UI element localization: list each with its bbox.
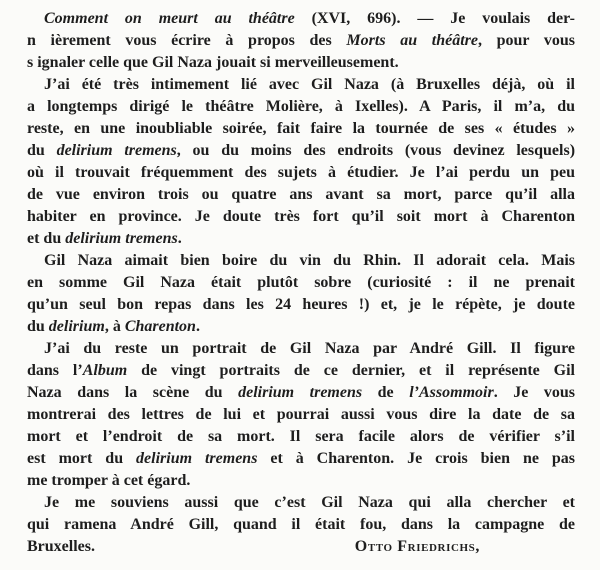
italic-text-run: Album <box>82 362 128 379</box>
text-line <box>27 536 575 558</box>
italic-text-run: delirium tremens <box>65 230 178 247</box>
text-run: de <box>362 384 410 401</box>
text-line <box>27 514 575 536</box>
text-run: Bruxelles. <box>27 538 95 555</box>
text-line <box>27 206 575 228</box>
text-run: de vue environ trois ou quatre ans avant sa mort, parce qu’il alla <box>27 186 575 203</box>
text-line <box>27 272 575 294</box>
italic-text-run: delirium tremens <box>238 384 363 401</box>
text-run: de vingt portraits de ce dernier, et il représente Gil <box>127 362 575 379</box>
text-line <box>27 140 575 162</box>
text-run: a longtemps dirigé le théâtre Molière, à Ixelles). A Paris, il m’a, du <box>27 98 575 115</box>
text-run: , à <box>104 318 125 335</box>
text-line <box>27 404 575 426</box>
text-line <box>27 250 575 272</box>
text-run: du <box>27 318 49 335</box>
text-run: en somme Gil Naza était plutôt sobre (curiosité : il ne prenait <box>27 274 575 291</box>
text-run: et à Charenton. Je crois bien ne pas <box>257 450 575 467</box>
text-run: , pour vous <box>477 32 575 49</box>
text-run: qu’un seul bon repas dans les 24 heures !) et, je le répète, je doute <box>27 296 575 313</box>
text-run: . <box>177 230 182 247</box>
italic-text-run: Charenton <box>124 318 196 335</box>
text-line <box>27 184 575 206</box>
text-line <box>27 162 575 184</box>
text-run: montrerai des lettres de lui et pourrai aussi vous dire la date de sa <box>27 406 575 423</box>
text-block <box>27 8 575 558</box>
text-run: J’ai été très intimement lié avec Gil Naza (à Bruxelles déjà, où il <box>44 76 575 93</box>
text-line <box>27 52 575 74</box>
text-line <box>27 74 575 96</box>
text-line <box>27 294 575 316</box>
italic-text-run: Morts au théâtre <box>346 32 478 49</box>
text-run: Naza dans la scène du <box>27 384 239 401</box>
text-line <box>27 228 575 250</box>
text-run: dans l’ <box>27 362 83 379</box>
text-run: J’ai du reste un portrait de Gil Naza par André Gill. Il figure <box>44 340 575 357</box>
text-run: où il trouvait fréquemment des sujets à étudier. Je l’ai perdu un peu <box>27 164 575 181</box>
text-line <box>27 30 575 52</box>
text-run: et du <box>27 230 66 247</box>
italic-text-run: l’Assommoir <box>409 384 494 401</box>
text-run: me tromper à cet égard. <box>27 472 191 489</box>
text-run: habiter en province. Je doute très fort qu’il soit mort à Charenton <box>27 208 575 225</box>
text-run: mort et l’endroit de sa mort. Il sera facile alors de vérifier s’il <box>27 428 575 445</box>
author-signature: Otto Friedrichs, <box>354 538 480 555</box>
text-line <box>27 360 575 382</box>
italic-text-run: delirium tremens <box>56 142 177 159</box>
text-run: s ignaler celle que Gil Naza jouait si merveilleusement. <box>27 54 399 71</box>
text-line <box>27 96 575 118</box>
text-run: . Je vous <box>493 384 575 401</box>
text-line <box>27 316 575 338</box>
text-run: reste, en une inoubliable soirée, fait faire la tournée de ses « études » <box>27 120 575 137</box>
text-run: est mort du <box>27 450 137 467</box>
text-run: Je me souviens aussi que c’est Gil Naza qui alla chercher et <box>44 494 575 511</box>
text-run: du <box>27 142 57 159</box>
text-line <box>27 448 575 470</box>
text-run: n ièrement vous écrire à propos des <box>27 32 347 49</box>
text-run: , ou du moins des endroits (vous devinez lesquels) <box>176 142 575 159</box>
text-line <box>27 470 575 492</box>
text-line <box>27 8 575 30</box>
text-line <box>27 382 575 404</box>
italic-text-run: Comment on meurt au théâtre <box>44 10 295 27</box>
text-run: qui ramena André Gill, quand il était fou, dans la campagne de <box>27 516 575 533</box>
text-line <box>27 338 575 360</box>
italic-text-run: delirium tremens <box>136 450 258 467</box>
text-line <box>27 492 575 514</box>
text-line <box>27 118 575 140</box>
text-line <box>27 426 575 448</box>
text-run: . <box>195 318 200 335</box>
text-run: Gil Naza aimait bien boire du vin du Rhin. Il adorait cela. Mais <box>44 252 575 269</box>
text-run: (XVI, 696). — Je voulais der- <box>294 10 575 27</box>
italic-text-run: delirium <box>48 318 105 335</box>
